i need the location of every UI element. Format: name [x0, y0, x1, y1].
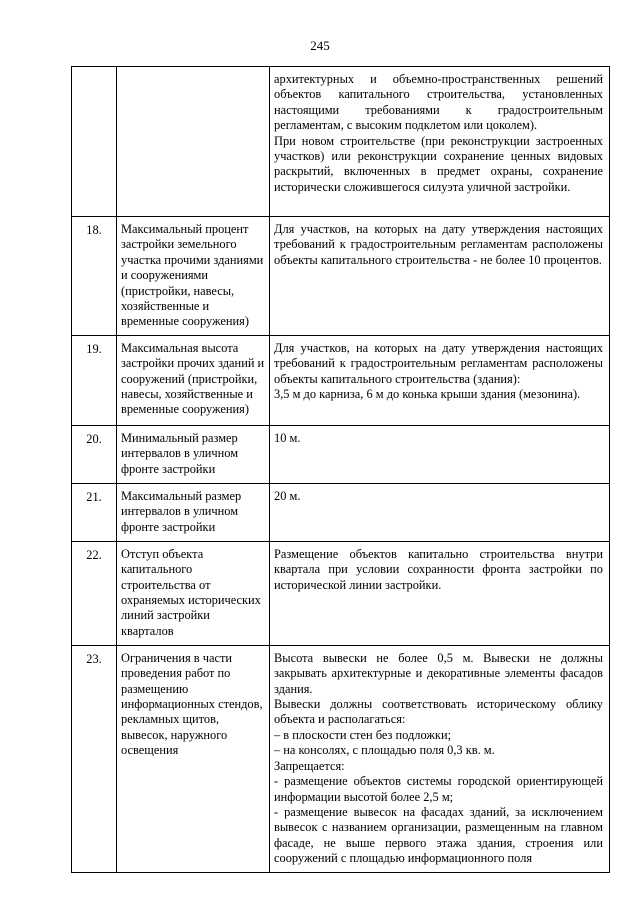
value-paragraph: 3,5 м до карниза, 6 м до конька крыши здания (мезонина).: [274, 387, 581, 402]
row-parameter: Ограничения в части проведения работ по размещению информационных стендов, рекламных щитов, вывесок, наружного освещения: [117, 645, 270, 872]
value-paragraph: 10 м.: [274, 430, 301, 445]
table-row: [72, 67, 610, 217]
row-parameter: Отступ объекта капитального строительства от охраняемых исторических линий застройки кварталов: [117, 541, 270, 645]
row-value: [270, 217, 610, 336]
row-number: 22.: [72, 541, 117, 645]
value-paragraph: При новом строительстве (при реконструкции застроенных участков) или реконструкции сохранение ценных видовых раскрытий, включенных в предмет охраны, сохранение исторически сложившегося силуэта уличной застройки.: [274, 133, 603, 194]
row-parameter: [117, 67, 270, 217]
value-paragraph: 20 м.: [274, 488, 301, 503]
value-paragraph: Размещение объектов капитально строительства внутри квартала при условии сохранности фронта застройки по исторической линии застройки.: [274, 546, 603, 592]
row-value: [270, 483, 610, 541]
row-value: [270, 335, 610, 425]
row-parameter: Максимальный процент застройки земельного участка прочими зданиями и сооружениями (пристройки, навесы, хозяйственные и временные сооружения): [117, 217, 270, 336]
value-paragraph: Запрещается:: [274, 758, 345, 773]
row-value: [270, 67, 610, 217]
value-paragraph: Вывески должны соответствовать историческому облику объекта и располагаться:: [274, 697, 603, 727]
table-row: [72, 217, 610, 336]
table-row: [72, 541, 610, 645]
row-value: [270, 541, 610, 645]
page-number: 245: [310, 38, 330, 53]
table-row: [72, 645, 610, 872]
row-number: 23.: [72, 645, 117, 872]
row-value: [270, 425, 610, 483]
table-row: [72, 425, 610, 483]
table-row: [72, 483, 610, 541]
value-paragraph: - размещение объектов системы городской ориентирующей информации высотой более 2,5 м;: [274, 774, 603, 804]
table-row: [72, 335, 610, 425]
row-number: 18.: [72, 217, 117, 336]
value-paragraph: Для участков, на которых на дату утверждения настоящих требований к градостроительным регламентам расположены объекты капитального строительства (здания):: [274, 340, 603, 386]
value-paragraph: - размещение вывесок на фасадах зданий, за исключением вывесок с названием организации, размещенным на главном фасаде, не выше первого этажа здания, строения или сооружений с площадью информационного поля: [274, 804, 603, 866]
row-parameter: Максимальный размер интервалов в уличном фронте застройки: [117, 483, 270, 541]
row-number: 20.: [72, 425, 117, 483]
value-paragraph: – в плоскости стен без подложки;: [274, 727, 452, 742]
regulations-table: [71, 66, 610, 873]
value-paragraph: – на консолях, с площадью поля 0,3 кв. м.: [274, 743, 495, 758]
row-value: [270, 645, 610, 872]
row-number: 19.: [72, 335, 117, 425]
row-number: [72, 67, 117, 217]
row-parameter: Максимальная высота застройки прочих зданий и сооружений (пристройки, навесы, хозяйственные и временные сооружения): [117, 335, 270, 425]
row-parameter: Минимальный размер интервалов в уличном фронте застройки: [117, 425, 270, 483]
value-paragraph: архитектурных и объемно-пространственных решений объектов капитального строительства, установленных настоящими требованиями к градостроительным регламентам, с высоким подклетом или цоколем).: [274, 72, 603, 133]
row-number: 21.: [72, 483, 117, 541]
value-paragraph: Для участков, на которых на дату утверждения настоящих требований к градостроительным регламентам расположены объекты капитального строительства - не более 10 процентов.: [274, 222, 603, 267]
value-paragraph: Высота вывески не более 0,5 м. Вывески не должны закрывать архитектурные и декоративные элементы фасадов здания.: [274, 650, 603, 696]
